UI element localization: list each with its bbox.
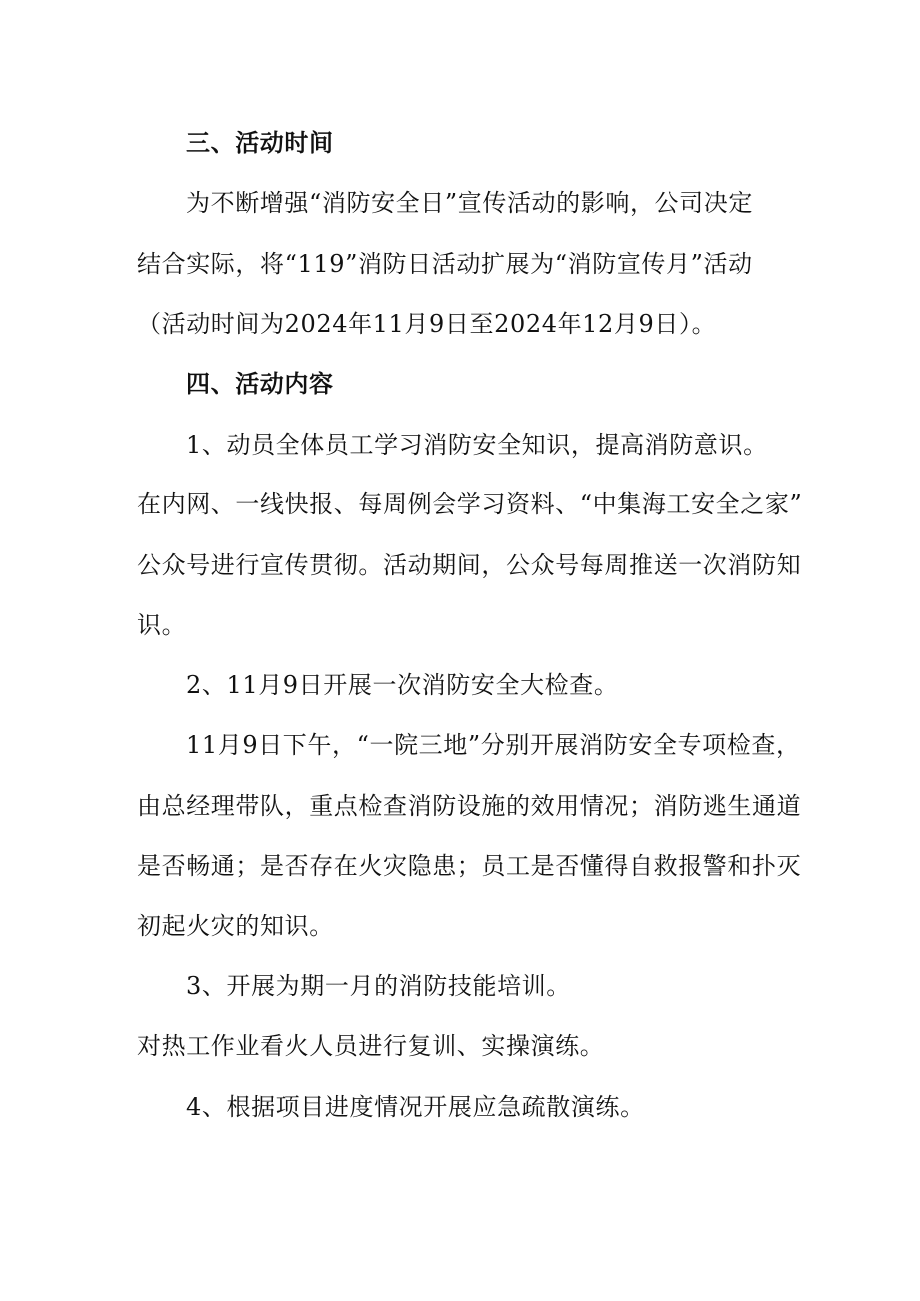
item-title-1: 1、动员全体员工学习消防安全知识，提高消防意识。 <box>186 431 768 459</box>
paragraph-line: （活动时间为2024年11月9日至2024年12月9日）。 <box>137 310 717 338</box>
paragraph-line: 在内网、一线快报、每周例会学习资料、“中集海工安全之家” <box>137 490 803 518</box>
paragraph-line: 公众号进行宣传贯彻。活动期间，公众号每周推送一次消防知 <box>137 551 802 579</box>
section-heading-activity-time: 三、活动时间 <box>186 128 334 157</box>
paragraph-line: 是否畅通；是否存在火灾隐患；员工是否懂得自救报警和扑灭 <box>137 852 802 880</box>
section-heading-activity-content: 四、活动内容 <box>186 369 334 398</box>
item-title-2: 2、11月9日开展一次消防安全大检查。 <box>186 671 619 699</box>
paragraph-line: 识。 <box>137 611 187 639</box>
paragraph-line: 为不断增强“消防安全日”宣传活动的影响，公司决定 <box>186 189 753 217</box>
paragraph-line: 对热工作业看火人员进行复训、实操演练。 <box>137 1032 605 1060</box>
item-title-4: 4、根据项目进度情况开展应急疏散演练。 <box>186 1093 645 1121</box>
paragraph-line: 结合实际，将“119”消防日活动扩展为“消防宣传月”活动 <box>137 250 753 278</box>
paragraph-line: 11月9日下午，“一院三地”分别开展消防安全专项检查， <box>186 731 801 759</box>
paragraph-line: 初起火灾的知识。 <box>137 912 334 940</box>
paragraph-line: 由总经理带队，重点检查消防设施的效用情况；消防逃生通道 <box>137 792 802 820</box>
item-title-3: 3、开展为期一月的消防技能培训。 <box>186 972 571 1000</box>
